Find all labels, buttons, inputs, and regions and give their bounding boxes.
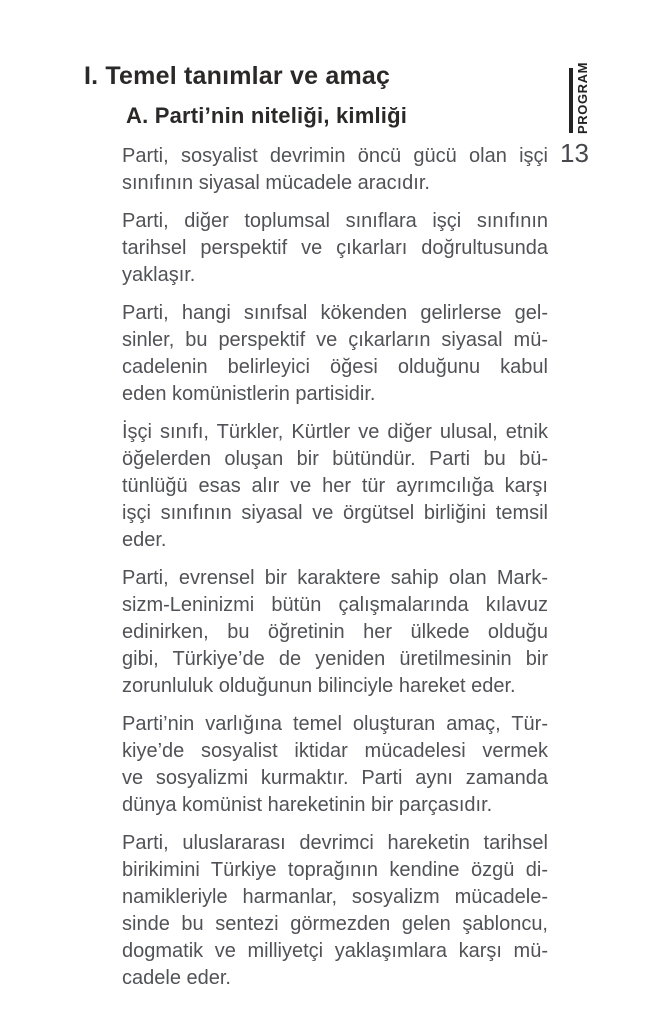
text-line: işçi sınıfının siyasal ve örgütsel birliğini temsil xyxy=(122,502,548,524)
edge-chapter-label: PROGRAM xyxy=(575,61,590,134)
text-line: cadele eder. xyxy=(122,967,231,989)
text-line: tarihsel perspektif ve çıkarları doğrultusunda xyxy=(122,237,548,259)
page-number: 13 xyxy=(560,138,589,168)
text-line: Parti, diğer toplumsal sınıflara işçi sınıfının xyxy=(122,210,548,232)
paragraph xyxy=(122,830,548,992)
paragraph xyxy=(122,711,548,819)
text-line: edinirken, bu öğretinin her ülkede olduğu xyxy=(122,621,548,643)
text-line: kiye’de sosyalist iktidar mücadelesi vermek xyxy=(122,740,548,762)
paragraph xyxy=(122,565,548,700)
paragraphs-container xyxy=(122,143,548,1003)
text-line: birikimini Türkiye toprağının kendine özgü di- xyxy=(122,859,548,881)
paragraph xyxy=(122,208,548,289)
subsection-heading: A. Parti’nin niteliği, kimliği xyxy=(126,103,408,128)
text-line: ve sosyalizmi kurmaktır. Parti aynı zamanda xyxy=(122,767,548,789)
text-line: Parti, hangi sınıfsal kökenden gelirlerse gel- xyxy=(122,302,548,324)
edge-rule xyxy=(569,68,573,133)
text-line: gibi, Türkiye’de de yeniden üretilmesinin bir xyxy=(122,648,548,670)
text-line: dünya komünist hareketinin bir parçasıdır. xyxy=(122,794,493,816)
paragraph xyxy=(122,300,548,408)
paragraph xyxy=(122,419,548,554)
text-line: Parti, evrensel bir karaktere sahip olan Mark- xyxy=(122,567,548,589)
paragraph xyxy=(122,143,548,197)
text-line: eden komünistlerin partisidir. xyxy=(122,383,376,405)
text-line: eder. xyxy=(122,529,167,551)
text-line: Parti, sosyalist devrimin öncü gücü olan işçi xyxy=(122,145,548,167)
text-line: sizm-Leninizmi bütün çalışmalarında kılavuz xyxy=(122,594,548,616)
text-line: dogmatik ve milliyetçi yaklaşımlara karşı mü- xyxy=(122,940,548,962)
text-line: Parti’nin varlığına temel oluşturan amaç, Tür- xyxy=(122,713,548,735)
text-line: sinde bu sentezi görmezden gelen şabloncu, xyxy=(122,913,548,935)
text-line: yaklaşır. xyxy=(122,264,196,286)
text-line: namikleriyle harmanlar, sosyalizm mücadele- xyxy=(122,886,548,908)
text-line: İşçi sınıfı, Türkler, Kürtler ve diğer ulusal, etnik xyxy=(122,421,548,443)
text-line: sınıfının siyasal mücadele aracıdır. xyxy=(122,172,430,194)
text-line: öğelerden oluşan bir bütündür. Parti bu bü- xyxy=(122,448,548,470)
text-line: cadelenin belirleyici öğesi olduğunu kabul xyxy=(122,356,548,378)
text-line: Parti, uluslararası devrimci hareketin tarihsel xyxy=(122,832,548,854)
text-line: sinler, bu perspektif ve çıkarların siyasal mü- xyxy=(122,329,548,351)
text-line: zorunluluk olduğunun bilinciyle hareket eder. xyxy=(122,675,516,697)
text-line: tünlüğü esas alır ve her tür ayrımcılığa karşı xyxy=(122,475,548,497)
section-heading: I. Temel tanımlar ve amaç xyxy=(84,62,391,90)
